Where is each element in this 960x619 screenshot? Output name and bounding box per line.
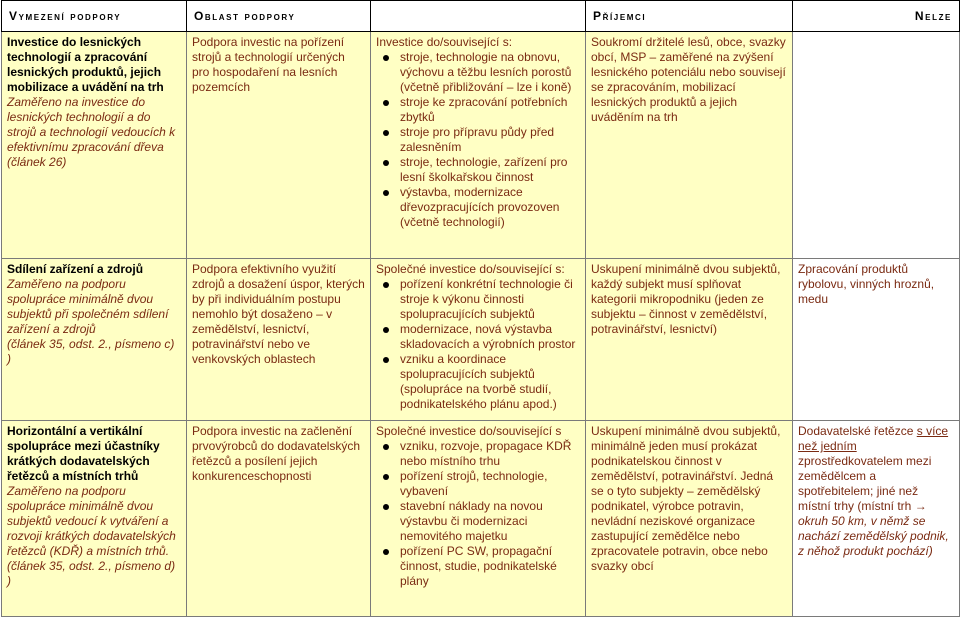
list-item: vzniku a koordinace spolupracujících subjektů (spolupráce na tvorbě studií, podnikatelského plánu apod.) bbox=[400, 352, 580, 412]
list-item: modernizace, nová výstavba skladovacích a výrobních prostor bbox=[400, 322, 580, 352]
list-item: stroje pro přípravu půdy před zalesněním bbox=[400, 125, 580, 155]
measure-cell bbox=[2, 421, 187, 617]
support-cell bbox=[371, 32, 586, 259]
exclusions-underlined: s více než jedním bbox=[798, 424, 949, 453]
support-label: Společné investice do/související s: bbox=[376, 262, 565, 276]
support-label: Investice do/související s: bbox=[376, 35, 513, 49]
exclusions-part1: Dodavatelské řetězce bbox=[798, 424, 917, 438]
header-vymezeni: Vymezení podpory bbox=[2, 1, 187, 32]
exclusions-cell bbox=[793, 259, 960, 421]
support-list bbox=[376, 439, 580, 589]
measure-aim: Zaměřeno na podporu spolupráce minimálně dvou subjektů při společném sdílení zařízení a zdrojů bbox=[7, 277, 169, 336]
recipients-cell bbox=[586, 259, 793, 421]
recipients-text: Uskupení minimálně dvou subjektů, minimálně jeden musí prokázat podnikatelskou činnost v zemědělství, potravinářství. Jedná se o tyto subjekty – zemědělský podnikatel, výrobce potravin, nevládní neziskové organizace zastupující zemědělce nebo zpracovatele potravin, obce nebo svazky obcí bbox=[591, 424, 781, 573]
table-row bbox=[2, 259, 960, 421]
recipients-cell bbox=[586, 421, 793, 617]
area-cell bbox=[187, 32, 371, 259]
support-list bbox=[376, 277, 580, 412]
list-item: výstavba, modernizace dřevozpracujících provozoven (včetně technologií) bbox=[400, 185, 580, 230]
measure-ref: (článek 35, odst. 2., písmeno c) ) bbox=[7, 337, 175, 366]
area-cell bbox=[187, 421, 371, 617]
recipients-text: Uskupení minimálně dvou subjektů, každý subjekt musí splňovat kategorii mikropodniku (jeden ze subjektu – činnost v zemědělství, potravinářství, lesnictví) bbox=[591, 262, 781, 336]
header-nelze: Nelze bbox=[793, 1, 960, 32]
support-list bbox=[376, 50, 580, 230]
measure-aim: Zaměřeno na investice do lesnických technologií a do strojů a technologií vedoucích k efektivnímu zpracování dřeva bbox=[7, 95, 176, 154]
support-table bbox=[1, 0, 960, 617]
arrow-icon: → bbox=[914, 499, 927, 513]
header-row bbox=[2, 1, 960, 32]
area-cell bbox=[187, 259, 371, 421]
measure-ref: (článek 26) bbox=[7, 155, 67, 169]
support-label: Společné investice do/související s bbox=[376, 424, 562, 438]
table-row bbox=[2, 421, 960, 617]
header-prijemci: Příjemci bbox=[586, 1, 793, 32]
header-oblast: Oblast podpory bbox=[187, 1, 371, 32]
measure-cell bbox=[2, 32, 187, 259]
area-text: Podpora efektivního využití zdrojů a dosažení úspor, kterých by při individuálním postupu nemohlo být dosaženo – v zemědělství, lesnictví, potravinářství nebo ve venkovských oblastech bbox=[192, 262, 365, 366]
list-item: stroje, technologie, zařízení pro lesní školkařskou činnost bbox=[400, 155, 580, 185]
list-item: stroje ke zpracování potřebních zbytků bbox=[400, 95, 580, 125]
list-item: stavební náklady na novou výstavbu či modernizaci nemovitého majetku bbox=[400, 499, 580, 544]
exclusions-text: Zpracování produktů rybolovu, vinných hroznů, medu bbox=[798, 262, 935, 306]
measure-title: Horizontální a vertikální spolupráce mezi účastníky krátkých dodavatelských řetězců a místních trhů bbox=[7, 424, 160, 483]
recipients-cell bbox=[586, 32, 793, 259]
support-cell bbox=[371, 259, 586, 421]
list-item: stroje, technologie na obnovu, výchovu a těžbu lesních porostů (včetně přibližování – lze i koně) bbox=[400, 50, 580, 95]
measure-title: Investice do lesnických technologií a zpracování lesnických produktů, jejich mobilizace a uvádění na trh bbox=[7, 35, 164, 94]
measure-aim: Zaměřeno na podporu spolupráce minimálně dvou subjektů vedoucí k vytváření a rozvoji krátkých dodavatelských řetězců (KDŘ) a místních trhů. bbox=[7, 484, 176, 558]
exclusions-part3: zprostředkovatelem mezi zemědělcem a spotřebitelem; jiné než místní trhy (místní trh bbox=[798, 454, 932, 513]
header-oblast-spacer bbox=[371, 1, 586, 32]
support-cell bbox=[371, 421, 586, 617]
recipients-text: Soukromí držitelé lesů, obce, svazky obcí, MSP – zaměřené na zvýšení lesnického potenciálu nebo souvisejí se zpracováním, mobilizací lesnických produktů a jejich uváděním na trh bbox=[591, 35, 786, 124]
area-text: Podpora investic na začlenění prvovýrobců do dodavatelských řetězců a posílení jejich konkurenceschopnosti bbox=[192, 424, 361, 483]
measure-title: Sdílení zařízení a zdrojů bbox=[7, 262, 144, 276]
list-item: pořízení strojů, technologie, vybavení bbox=[400, 469, 580, 499]
area-text: Podpora investic na pořízení strojů a technologií určených pro hospodaření na lesních pozemcích bbox=[192, 35, 345, 94]
measure-cell bbox=[2, 259, 187, 421]
table-row bbox=[2, 32, 960, 259]
exclusions-part4: okruh 50 km, v němž se nachází zemědělský podnik, z něhož produkt pochází) bbox=[798, 514, 949, 558]
exclusions-cell bbox=[793, 421, 960, 617]
list-item: pořízení PC SW, propagační činnost, studie, podnikatelské plány bbox=[400, 544, 580, 589]
measure-ref: (článek 35, odst. 2., písmeno d) ) bbox=[7, 559, 176, 588]
list-item: pořízení konkrétní technologie či stroje k výkonu činnosti spolupracujících subjektů bbox=[400, 277, 580, 322]
list-item: vzniku, rozvoje, propagace KDŘ nebo místního trhu bbox=[400, 439, 580, 469]
exclusions-cell bbox=[793, 32, 960, 259]
